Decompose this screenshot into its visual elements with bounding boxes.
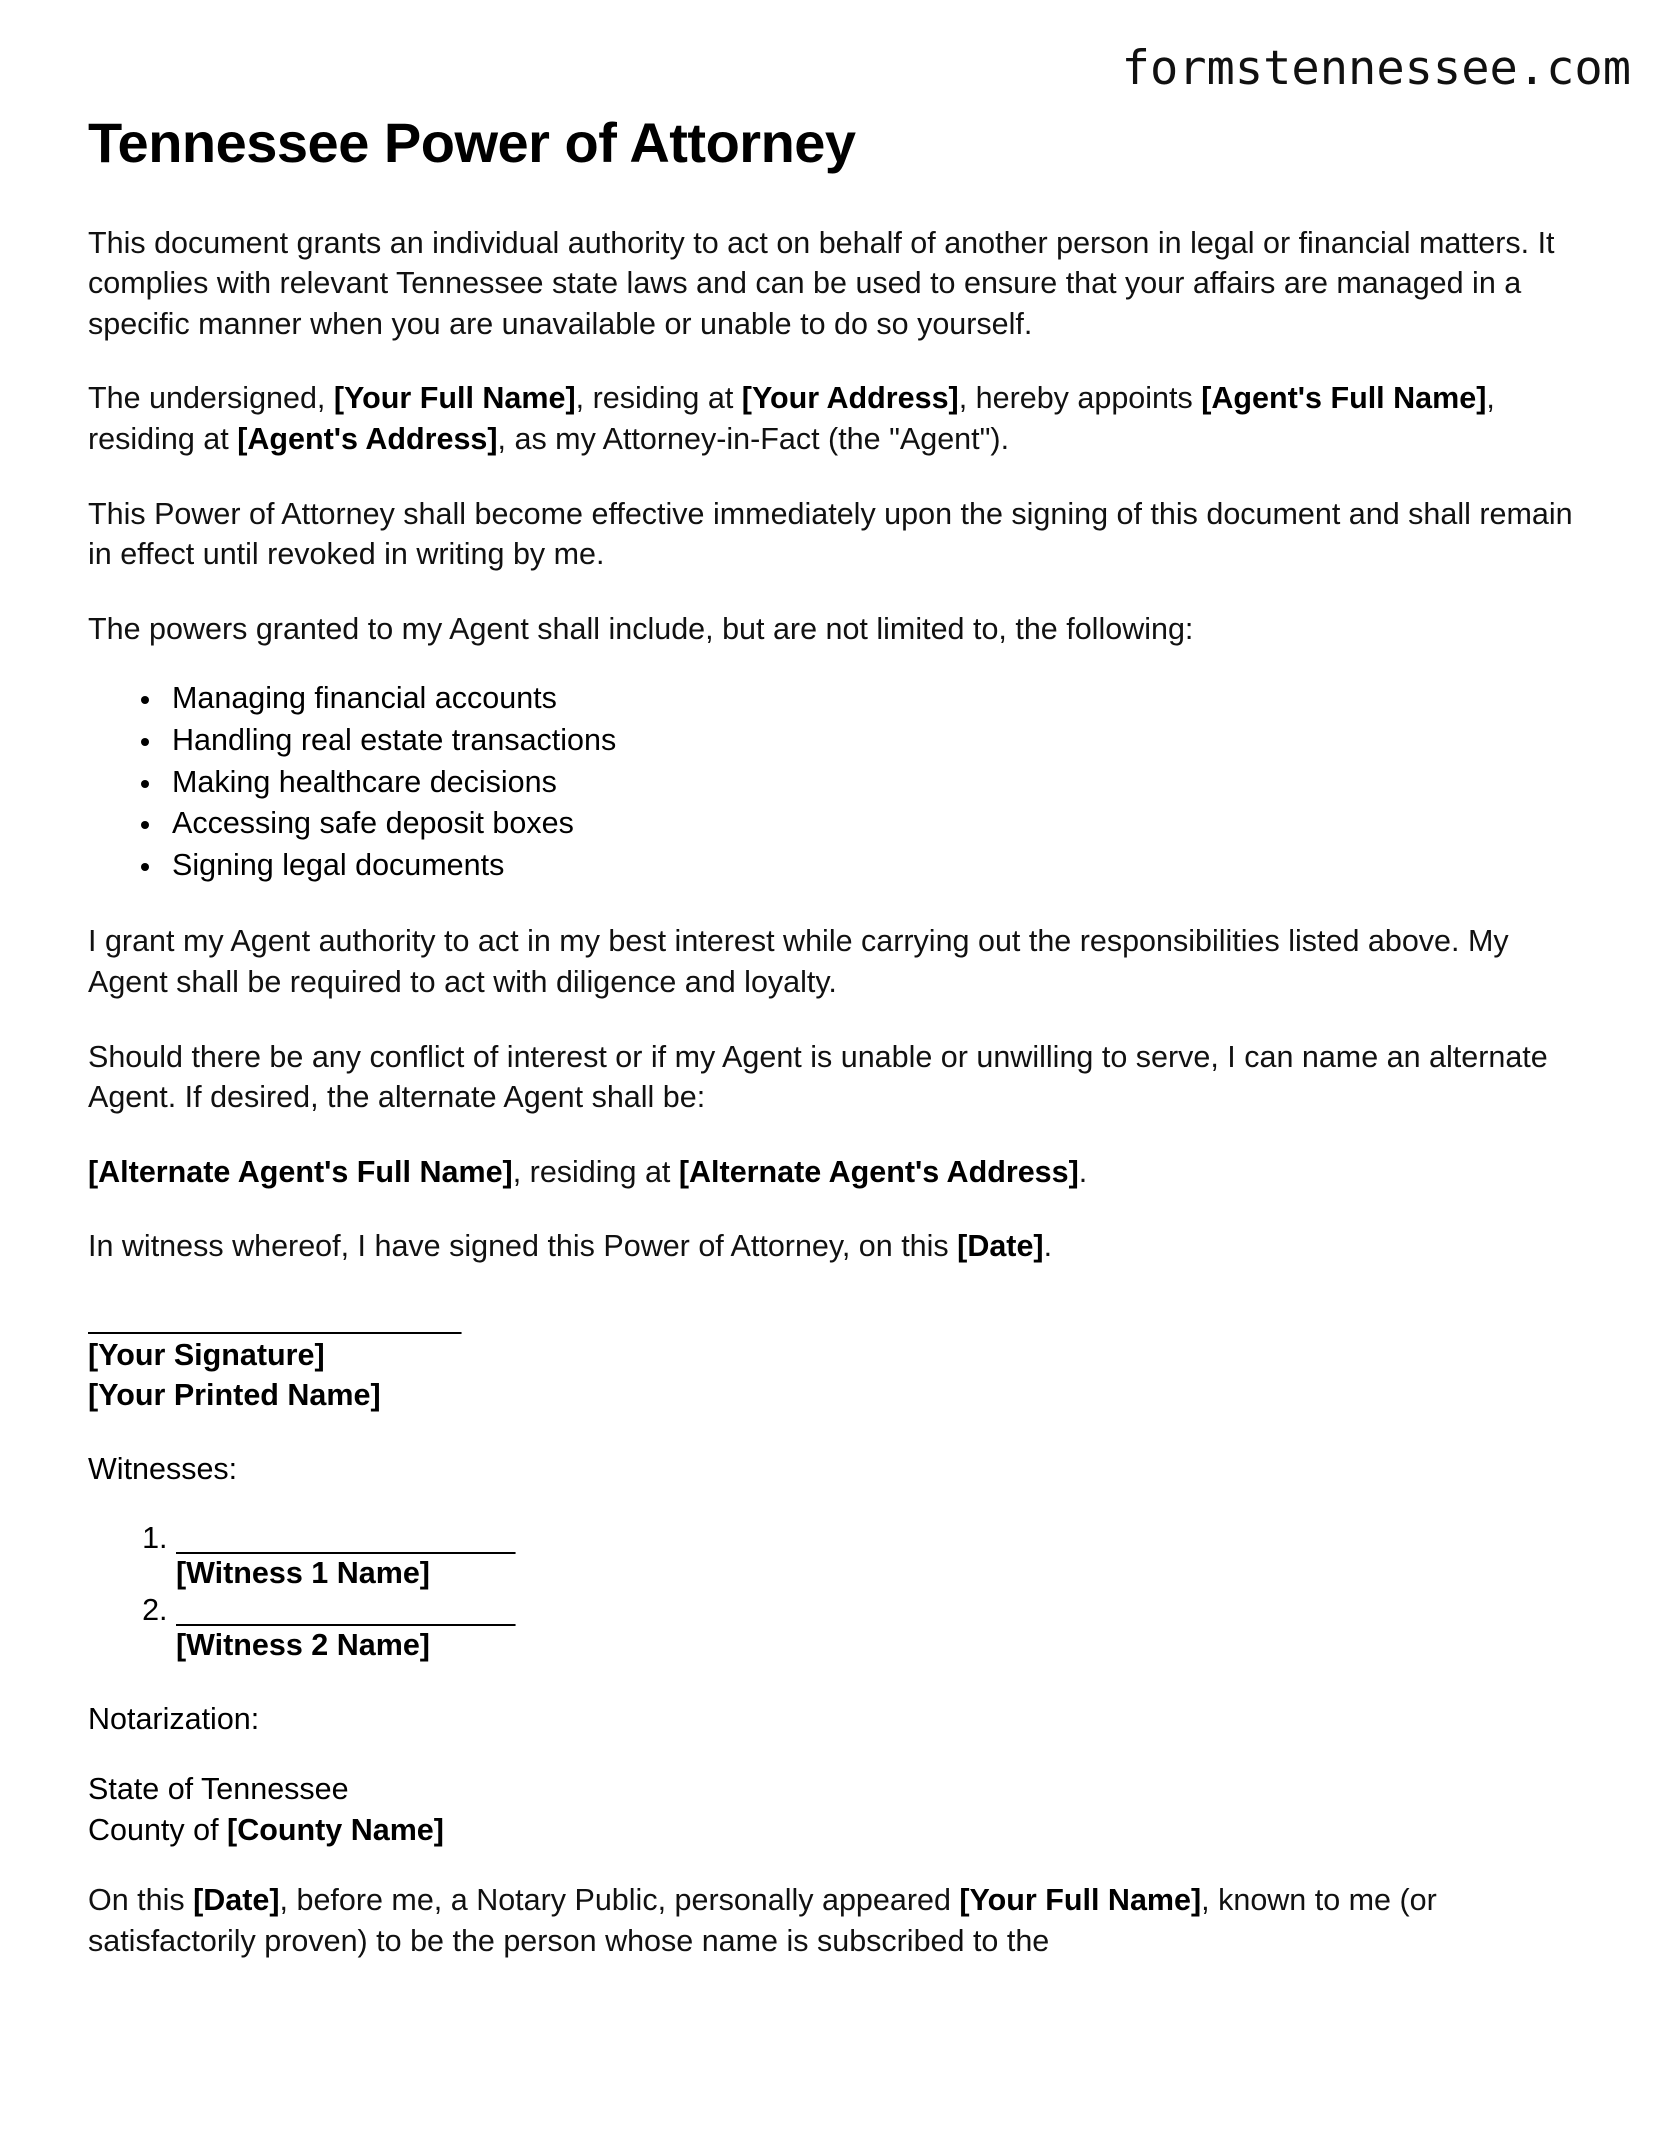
witness-name-placeholder: [Witness 1 Name] xyxy=(176,1555,430,1590)
list-item: • Signing legal documents xyxy=(164,846,1573,886)
printed-name-placeholder: [Your Printed Name] xyxy=(88,1377,381,1412)
list-item xyxy=(176,1520,1573,1592)
witnesses-label: Witnesses: xyxy=(88,1452,238,1487)
alternate-agent-tail: . xyxy=(1078,1154,1088,1189)
alternate-intro-paragraph: Should there be any conflict of interest or if my Agent is unable or unwilling to serve, I can name an alternate Agent. If desired, the alternate Agent shall be: xyxy=(88,1039,1548,1115)
witness-statement-tail: . xyxy=(1043,1229,1053,1264)
list-item: • Accessing safe deposit boxes xyxy=(164,804,1573,844)
site-brand xyxy=(0,38,1631,100)
witness-statement-paragraph xyxy=(88,1226,1573,1267)
appointment-residing-1: , residing at xyxy=(575,381,742,416)
witness-statement-lead-in: In witness whereof, I have signed this Power of Attorney, on this xyxy=(88,1229,958,1264)
county-name-placeholder: [County Name] xyxy=(227,1812,444,1847)
powers-list xyxy=(88,679,1573,885)
effectiveness-paragraph: This Power of Attorney shall become effective immediately upon the signing of this document and shall remain in effect until revoked in writing by me. xyxy=(88,496,1573,572)
appointment-appoints-text: , hereby appoints xyxy=(958,381,1202,416)
notary-paragraph xyxy=(88,1880,1573,1961)
list-item: • Making healthcare decisions xyxy=(164,763,1573,803)
notary-tail: , known to me (or satisfactorily proven) to be the person whose name is subscribed to the xyxy=(88,1883,1437,1958)
alternate-agent-middle: , residing at xyxy=(512,1154,679,1189)
powers-intro-paragraph: The powers granted to my Agent shall include, but are not limited to, the following: xyxy=(88,611,1194,646)
list-item: • Handling real estate transactions xyxy=(164,721,1573,761)
alternate-agent-address-placeholder: [Alternate Agent's Address] xyxy=(678,1154,1079,1189)
principal-name-placeholder: [Your Full Name] xyxy=(333,381,576,416)
appointment-lead-in: The undersigned, xyxy=(88,381,334,416)
jurisdiction-block xyxy=(88,1769,1573,1850)
agent-name-placeholder: [Agent's Full Name] xyxy=(1201,381,1487,416)
signature-block xyxy=(88,1301,1573,1415)
notary-name-placeholder: [Your Full Name] xyxy=(959,1883,1202,1918)
appointment-paragraph xyxy=(88,378,1573,459)
principal-address-placeholder: [Your Address] xyxy=(741,381,959,416)
brand-logo-text: formstennessee.com xyxy=(1121,41,1631,96)
witness-signature-line: 1. ____________________ xyxy=(176,1520,516,1555)
state-line: State of Tennessee xyxy=(88,1772,349,1807)
page-title: Tennessee Power of Attorney xyxy=(88,111,856,174)
notary-middle: , before me, a Notary Public, personally appeared xyxy=(279,1883,960,1918)
witness-signature-line: 2. ____________________ xyxy=(176,1593,516,1628)
document-body xyxy=(88,112,1573,1995)
intro-paragraph: This document grants an individual authority to act on behalf of another person in legal or financial matters. It complies with relevant Tennessee state laws and can be used to ensure that your affairs are managed in a specific manner when you are unavailable or unable to do so yourself. xyxy=(88,225,1555,341)
appointment-residing-2: , residing at xyxy=(88,381,1495,456)
signing-date-placeholder: [Date] xyxy=(957,1229,1044,1264)
signature-placeholder: [Your Signature] xyxy=(88,1337,325,1372)
agent-address-placeholder: [Agent's Address] xyxy=(237,421,498,456)
county-line xyxy=(88,1810,1573,1851)
appointment-tail: , as my Attorney-in-Fact (the "Agent"). xyxy=(497,421,1010,456)
county-lead-in: County of xyxy=(88,1812,228,1847)
notary-lead-in: On this xyxy=(88,1883,194,1918)
authority-paragraph: I grant my Agent authority to act in my best interest while carrying out the responsibilities listed above. My Agent shall be required to act with diligence and loyalty. xyxy=(88,924,1509,999)
alternate-agent-paragraph xyxy=(88,1152,1573,1193)
list-item: • Managing financial accounts xyxy=(164,679,1573,719)
witness-name-placeholder: [Witness 2 Name] xyxy=(176,1628,430,1663)
notary-date-placeholder: [Date] xyxy=(193,1883,280,1918)
list-item xyxy=(176,1592,1573,1664)
signature-line: ______________________ xyxy=(88,1300,462,1335)
alternate-agent-name-placeholder: [Alternate Agent's Full Name] xyxy=(88,1154,513,1189)
notarization-label: Notarization: xyxy=(88,1701,260,1736)
witnesses-list xyxy=(88,1520,1573,1665)
